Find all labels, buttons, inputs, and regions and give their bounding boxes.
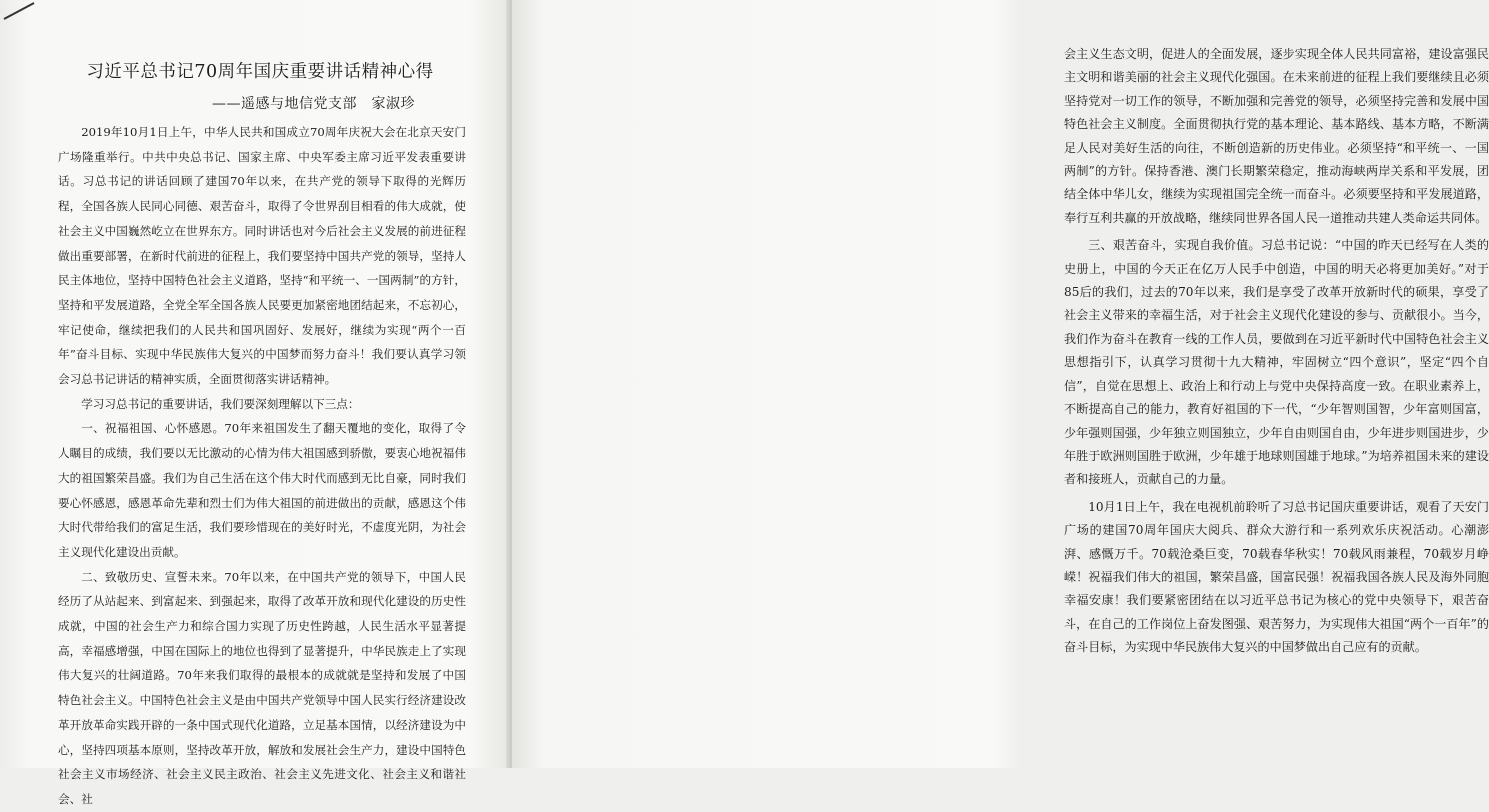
paragraph-point-one: 一、祝福祖国、心怀感恩。70年来祖国发生了翻天覆地的变化，取得了令人瞩目的成绩，我们要以无比激动的心情为伟大祖国感到骄傲，要衷心地祝福伟大的祖国繁荣昌盛。我们为自己生活在这个伟大时代而感到无比自豪，同时我们要心怀感恩，感恩革命先辈和烈士们为伟大祖国的前进做出的贡献，感恩这个伟大时代带给我们的富足生活，我们要珍惜现在的美好时光，不虚度光阴，为社会主义现代化建设出贡献。 [58,421,466,559]
paragraph-point-two-continued: 会主义生态文明，促进人的全面发展，逐步实现全体人民共同富裕，建设富强民主文明和谐美丽的社会主义现代化强国。在未来前进的征程上我们要继续且必须坚持党对一切工作的领导，不断加强和完善党的领导，必须坚持完善和发展中国特色社会主义制度。全面贯彻执行党的基本理论、基本路线、基本方略，不断满足人民对美好生活的向往，不断创造新的历史伟业。必须坚持“和平统一、一国两制”的方针。保持香港、澳门长期繁荣稳定，推动海峡两岸关系和平发展，团结全体中华儿女，继续为实现祖国完全统一而奋斗。必须要坚持和平发展道路，奉行互利共赢的开放战略，继续同世界各国人民一道推动共建人类命运共同体。 [1064,47,1489,225]
right-page [512,0,1489,768]
document-author: ——遥感与地信党支部 家淑珍 [212,96,415,112]
paragraph-three-points: 学习习总书记的重要讲话，我们要深刻理解以下三点： [81,396,360,411]
paragraph-point-two: 二、致敬历史、宣誓未来。70年以来，在中国共产党的领导下，中国人民经历了从站起来、到富起来、到强起来，取得了改革开放和现代化建设的历史性成就，中国的社会生产力和综合国力实现了历史性跨越，人民生活水平显著提高，幸福感增强，中国在国际上的地位也得到了显著提升，中华民族走上了实现伟大复兴的壮阔道路。70年来我们取得的最根本的成就就是坚持和发展了中国特色社会主义。中国特色社会主义是由中国共产党领导中国人民实行经济建设改革开放革命实践开辟的一条中国式现代化道路，立足基本国情，以经济建设为中心，坚持四项基本原则，坚持改革开放，解放和发展社会生产力，建设中国特色社会主义市场经济、社会主义民主政治、社会主义先进文化、社会主义和谐社会、社 [58,569,466,806]
left-body [58,120,466,812]
pen-mark [4,2,35,20]
left-page [0,0,510,806]
document-title: 习近平总书记70周年国庆重要讲话精神心得 [86,62,434,82]
paragraph-intro: 2019年10月1日上午，中华人民共和国成立70周年庆祝大会在北京天安门广场隆重举行。中共中央总书记、国家主席、中央军委主席习近平发表重要讲话。习总书记的讲话回顾了建国70年以来，在共产党的领导下取得的光辉历程，全国各族人民同心同德、艰苦奋斗，取得了令世界刮目相看的伟大成就，使社会主义中国巍然屹立在世界东方。同时讲话也对今后社会主义发展的前进征程做出重要部署，在新时代前进的征程上，我们要坚持中国共产党的领导，坚持人民主体地位，坚持中国特色社会主义道路，坚持“和平统一、一国两制”的方针，坚持和平发展道路，全党全军全国各族人民要更加紧密地团结起来，不忘初心，牢记使命，继续把我们的人民共和国巩固好、发展好，继续为实现“两个一百年”奋斗目标、实现中华民族伟大复兴的中国梦而努力奋斗！我们要认真学习领会习总书记讲话的精神实质，全面贯彻落实讲话精神。 [58,125,466,387]
right-body [1064,43,1489,660]
paragraph-point-three: 三、艰苦奋斗，实现自我价值。习总书记说：“中国的昨天已经写在人类的史册上，中国的今天正在亿万人民手中创造，中国的明天必将更加美好。”对于85后的我们，过去的70年以来，我们是享受了改革开放新时代的硕果，享受了社会主义带来的幸福生活，对于社会主义现代化建设的参与、贡献很小。当今，我们作为奋斗在教育一线的工作人员，要做到在习近平新时代中国特色社会主义思想指引下，认真学习贯彻十九大精神，牢固树立“四个意识”，坚定“四个自信”，自觉在思想上、政治上和行动上与党中央保持高度一致。在职业素养上，不断提高自己的能力，教育好祖国的下一代，“少年智则国智，少年富则国富，少年强则国强，少年独立则国独立，少年自由则国自由，少年进步则国进步，少年胜于欧洲则国胜于欧洲，少年雄于地球则国雄于地球。”为培养祖国未来的建设者和接班人，贡献自己的力量。 [1064,238,1489,487]
paragraph-closing: 10月1日上午，我在电视机前聆听了习总书记国庆重要讲话，观看了天安门广场的建国70周年国庆大阅兵、群众大游行和一系列欢乐庆祝活动。心潮澎湃、感慨万千。70载沧桑巨变，70载春华秋实！70载风雨兼程，70载岁月峥嵘！祝福我们伟大的祖国，繁荣昌盛，国富民强！祝福我国各族人民及海外同胞幸福安康！我们要紧密团结在以习近平总书记为核心的党中央领导下，艰苦奋斗，在自己的工作岗位上奋发图强、艰苦努力，为实现伟大祖国“两个一百年”的奋斗目标，为实现中华民族伟大复兴的中国梦做出自己应有的贡献。 [1064,499,1489,655]
